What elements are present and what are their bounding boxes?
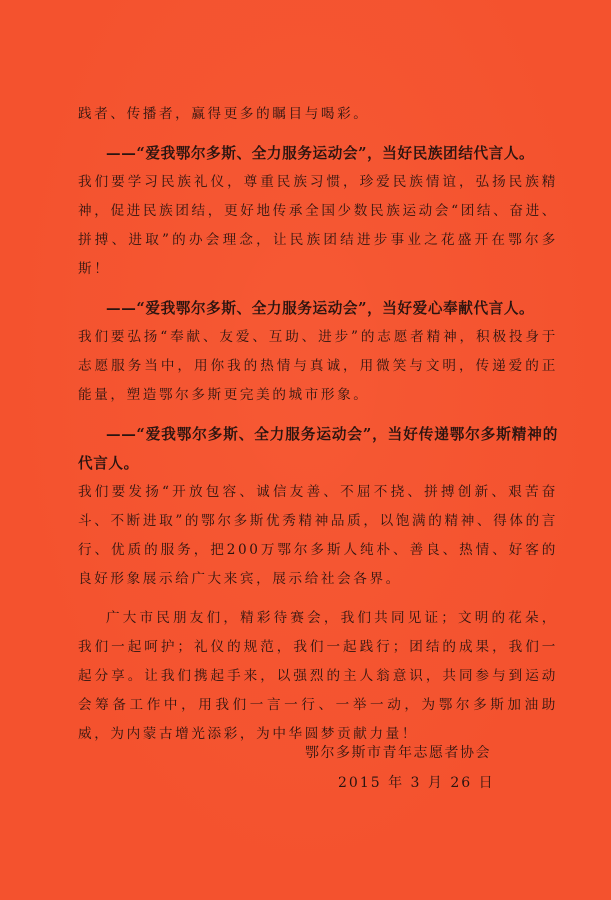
paragraph-ethnic-unity: 我们要学习民族礼仪，尊重民族习惯，珍爱民族情谊，弘扬民族精神，促进民族团结，更好地传承全国少数民族运动会“团结、奋进、拼搏、进取”的办会理念，让民族团结进步事业之花盛开在鄂尔多斯！ [78,174,558,277]
paragraph-volunteer: 我们要弘扬“奉献、友爱、互助、进步”的志愿者精神，积极投身于志愿服务当中，用你我的热情与真诚，用微笑与文明，传递爱的正能量，塑造鄂尔多斯更完美的城市形象。 [78,329,558,403]
slogan-ethnic-unity: ——“爱我鄂尔多斯、全力服务运动会”，当好民族团结代言人。 [106,145,535,162]
opening-line: 践者、传播者，赢得更多的瞩目与喝彩。 [78,106,370,122]
signature-date: 2015 年 3 月 26 日 [338,775,495,791]
closing-paragraph: 广大市民朋友们，精彩待赛会，我们共同见证；文明的花朵，我们一起呵护；礼仪的规范，我们一起践行；团结的成果，我们一起分享。让我们携起手来，以强烈的主人翁意识，共同参与到运动会筹备工作中，用我们一言一行、一举一动，为鄂尔多斯加油助威，为内蒙古增光添彩，为中华圆梦贡献力量！ [78,610,558,742]
signature-organization: 鄂尔多斯市青年志愿者协会 [305,745,491,761]
slogan-ordos-spirit: ——“爱我鄂尔多斯、全力服务运动会”，当好传递鄂尔多斯精神的代言人。 [78,426,558,472]
document-body [78,100,558,749]
slogan-volunteer: ——“爱我鄂尔多斯、全力服务运动会”，当好爱心奉献代言人。 [106,300,535,317]
paragraph-ordos-spirit: 我们要发扬“开放包容、诚信友善、不屈不挠、拼搏创新、艰苦奋斗、不断进取”的鄂尔多斯优秀精神品质，以饱满的精神、得体的言行、优质的服务，把200万鄂尔多斯人纯朴、善良、热情、好客的良好形象展示给广大来宾，展示给社会各界。 [78,484,558,587]
